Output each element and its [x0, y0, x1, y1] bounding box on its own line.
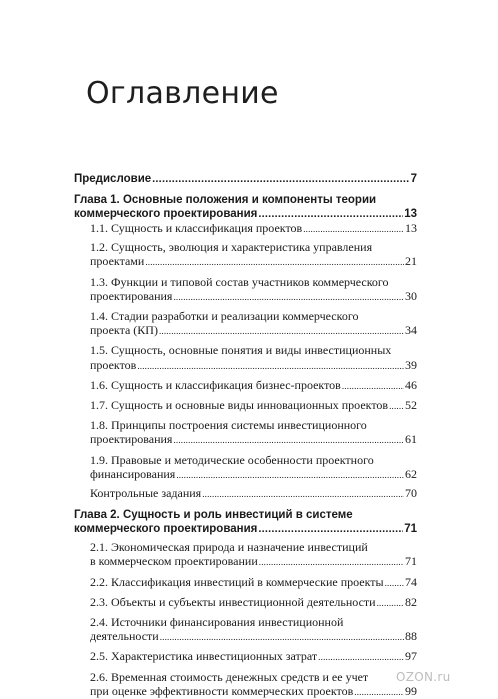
toc-entry-label: Предисловие: [74, 173, 152, 185]
toc-entry-label: 1.3. Функции и типовой состав участников коммерческого: [90, 274, 389, 289]
toc-list-item: [90, 378, 417, 393]
toc-list-item: [90, 670, 417, 699]
toc-list-item: [90, 615, 417, 644]
toc-entry-label: 1.6. Сущность и классификация бизнес-проектов: [90, 377, 341, 392]
toc-entry-label: в коммерческом проектировании: [90, 554, 258, 569]
toc-entry-label: проектами: [90, 254, 145, 269]
chapter-title-line: Глава 1. Основные положения и компоненты теории: [74, 194, 377, 206]
toc-entry-label: финансирования: [90, 466, 176, 481]
toc-entry-label: коммерческого проектирования: [74, 523, 258, 536]
toc-page-number: 52: [405, 398, 417, 413]
toc-list-item: [90, 486, 417, 501]
dot-leader: [342, 379, 404, 393]
toc-entry-label: Контрольные задания: [90, 486, 202, 501]
toc-page-number: 62: [405, 466, 417, 481]
toc-page-number: 97: [405, 649, 417, 664]
dot-leader: [385, 576, 404, 590]
toc-page-number: 71: [404, 523, 417, 536]
toc-entry-label: проектов: [90, 357, 137, 372]
toc-list-item: [90, 649, 417, 664]
toc-page-number: 71: [405, 554, 417, 569]
toc-page-number: 30: [405, 288, 417, 303]
toc-entry-label: 1.5. Сущность, основные понятия и виды инвестиционных: [90, 343, 392, 358]
toc-page-number: 74: [405, 574, 417, 589]
toc-preface: [74, 172, 417, 186]
toc-entry-label: проектирования: [90, 288, 173, 303]
toc-page-number: 13: [405, 221, 417, 235]
toc-entry-label: 2.3. Объекты и субъекты инвестиционной деятельности: [90, 594, 376, 609]
toc-list-item: [90, 595, 417, 610]
dot-leader: [159, 324, 404, 338]
dot-leader: [389, 399, 404, 413]
toc-entry-label: 2.1. Экономическая природа и назначение инвестиций: [90, 540, 368, 555]
toc-list-item: [90, 575, 417, 590]
dot-leader: [303, 222, 404, 236]
toc-page-number: 99: [405, 683, 417, 698]
toc-page-number: 34: [405, 323, 417, 338]
ozon-watermark: OZON.ru: [396, 670, 451, 684]
toc-entry-label: 1.9. Правовые и методические особенности проектного: [90, 452, 374, 467]
dot-leader: [258, 207, 403, 221]
chapter-title-line: Глава 2. Сущность и роль инвестиций в системе: [74, 509, 353, 522]
toc-list-item: [90, 398, 417, 413]
chapter-title-line: [74, 207, 417, 221]
toc-page-number: 7: [410, 173, 417, 185]
toc-page-number: 82: [405, 594, 417, 609]
toc-page-number: 39: [405, 357, 417, 372]
dot-leader: [354, 685, 404, 699]
dot-leader: [318, 650, 404, 664]
dot-leader: [202, 487, 404, 501]
toc-chapter-2: [74, 508, 417, 699]
dot-leader: [173, 433, 404, 447]
toc-page-number: 13: [404, 208, 417, 220]
toc-list-item: [90, 418, 417, 447]
toc-chapter-1-items: [74, 221, 417, 501]
toc-page-number: 70: [405, 486, 417, 501]
dot-leader: [160, 630, 404, 644]
dot-leader: [259, 555, 404, 569]
toc-entry-label: 2.2. Классификация инвестиций в коммерческие проекты: [90, 574, 384, 589]
toc-list-item: [90, 275, 417, 304]
toc-list-item: [90, 540, 417, 569]
toc-entry-label: 1.2. Сущность, эволюция и характеристика управления: [90, 240, 373, 255]
toc-page-number: 21: [405, 254, 417, 269]
dot-leader: [173, 290, 404, 304]
table-of-contents: [74, 172, 417, 699]
toc-page-number: 88: [405, 629, 417, 644]
chapter-title-line: [74, 522, 417, 536]
toc-entry-label: 1.8. Принципы построения системы инвестиционного: [90, 418, 367, 433]
dot-leader: [258, 522, 403, 536]
toc-entry-label: 2.6. Временная стоимость денежных средств и ее учет: [90, 669, 369, 684]
dot-leader: [377, 596, 404, 610]
toc-list-item: [90, 309, 417, 338]
toc-entry-label: 1.4. Стадии разработки и реализации коммерческого: [90, 309, 359, 324]
toc-entry-label: 2.4. Источники финансирования инвестиционной: [90, 615, 344, 630]
toc-chapter-2-items: [74, 540, 417, 699]
dot-leader: [152, 172, 409, 186]
page-title: Оглавление: [86, 76, 279, 111]
dot-leader: [176, 468, 404, 482]
toc-entry-label: коммерческого проектирования: [74, 208, 258, 220]
dot-leader: [137, 359, 404, 373]
toc-entry-label: 2.5. Характеристика инвестиционных затрат: [90, 649, 318, 664]
toc-entry-label: 1.1. Сущность и классификация проектов: [90, 221, 303, 235]
toc-page-number: 46: [405, 377, 417, 392]
toc-entry-label: 1.7. Сущность и основные виды инновационных проектов: [90, 398, 389, 413]
dot-leader: [145, 255, 404, 269]
toc-list-item: [90, 240, 417, 269]
toc-entry-label: при оценке эффективности коммерческих проектов: [90, 683, 354, 698]
toc-chapter-1: [74, 193, 417, 501]
toc-list-item: [90, 453, 417, 482]
toc-list-item: [90, 221, 417, 236]
toc-entry-label: проекта (КП): [90, 323, 158, 338]
toc-entry-label: деятельности: [90, 629, 159, 644]
toc-entry-label: проектирования: [90, 432, 173, 447]
toc-page-number: 61: [405, 432, 417, 447]
toc-list-item: [90, 343, 417, 372]
